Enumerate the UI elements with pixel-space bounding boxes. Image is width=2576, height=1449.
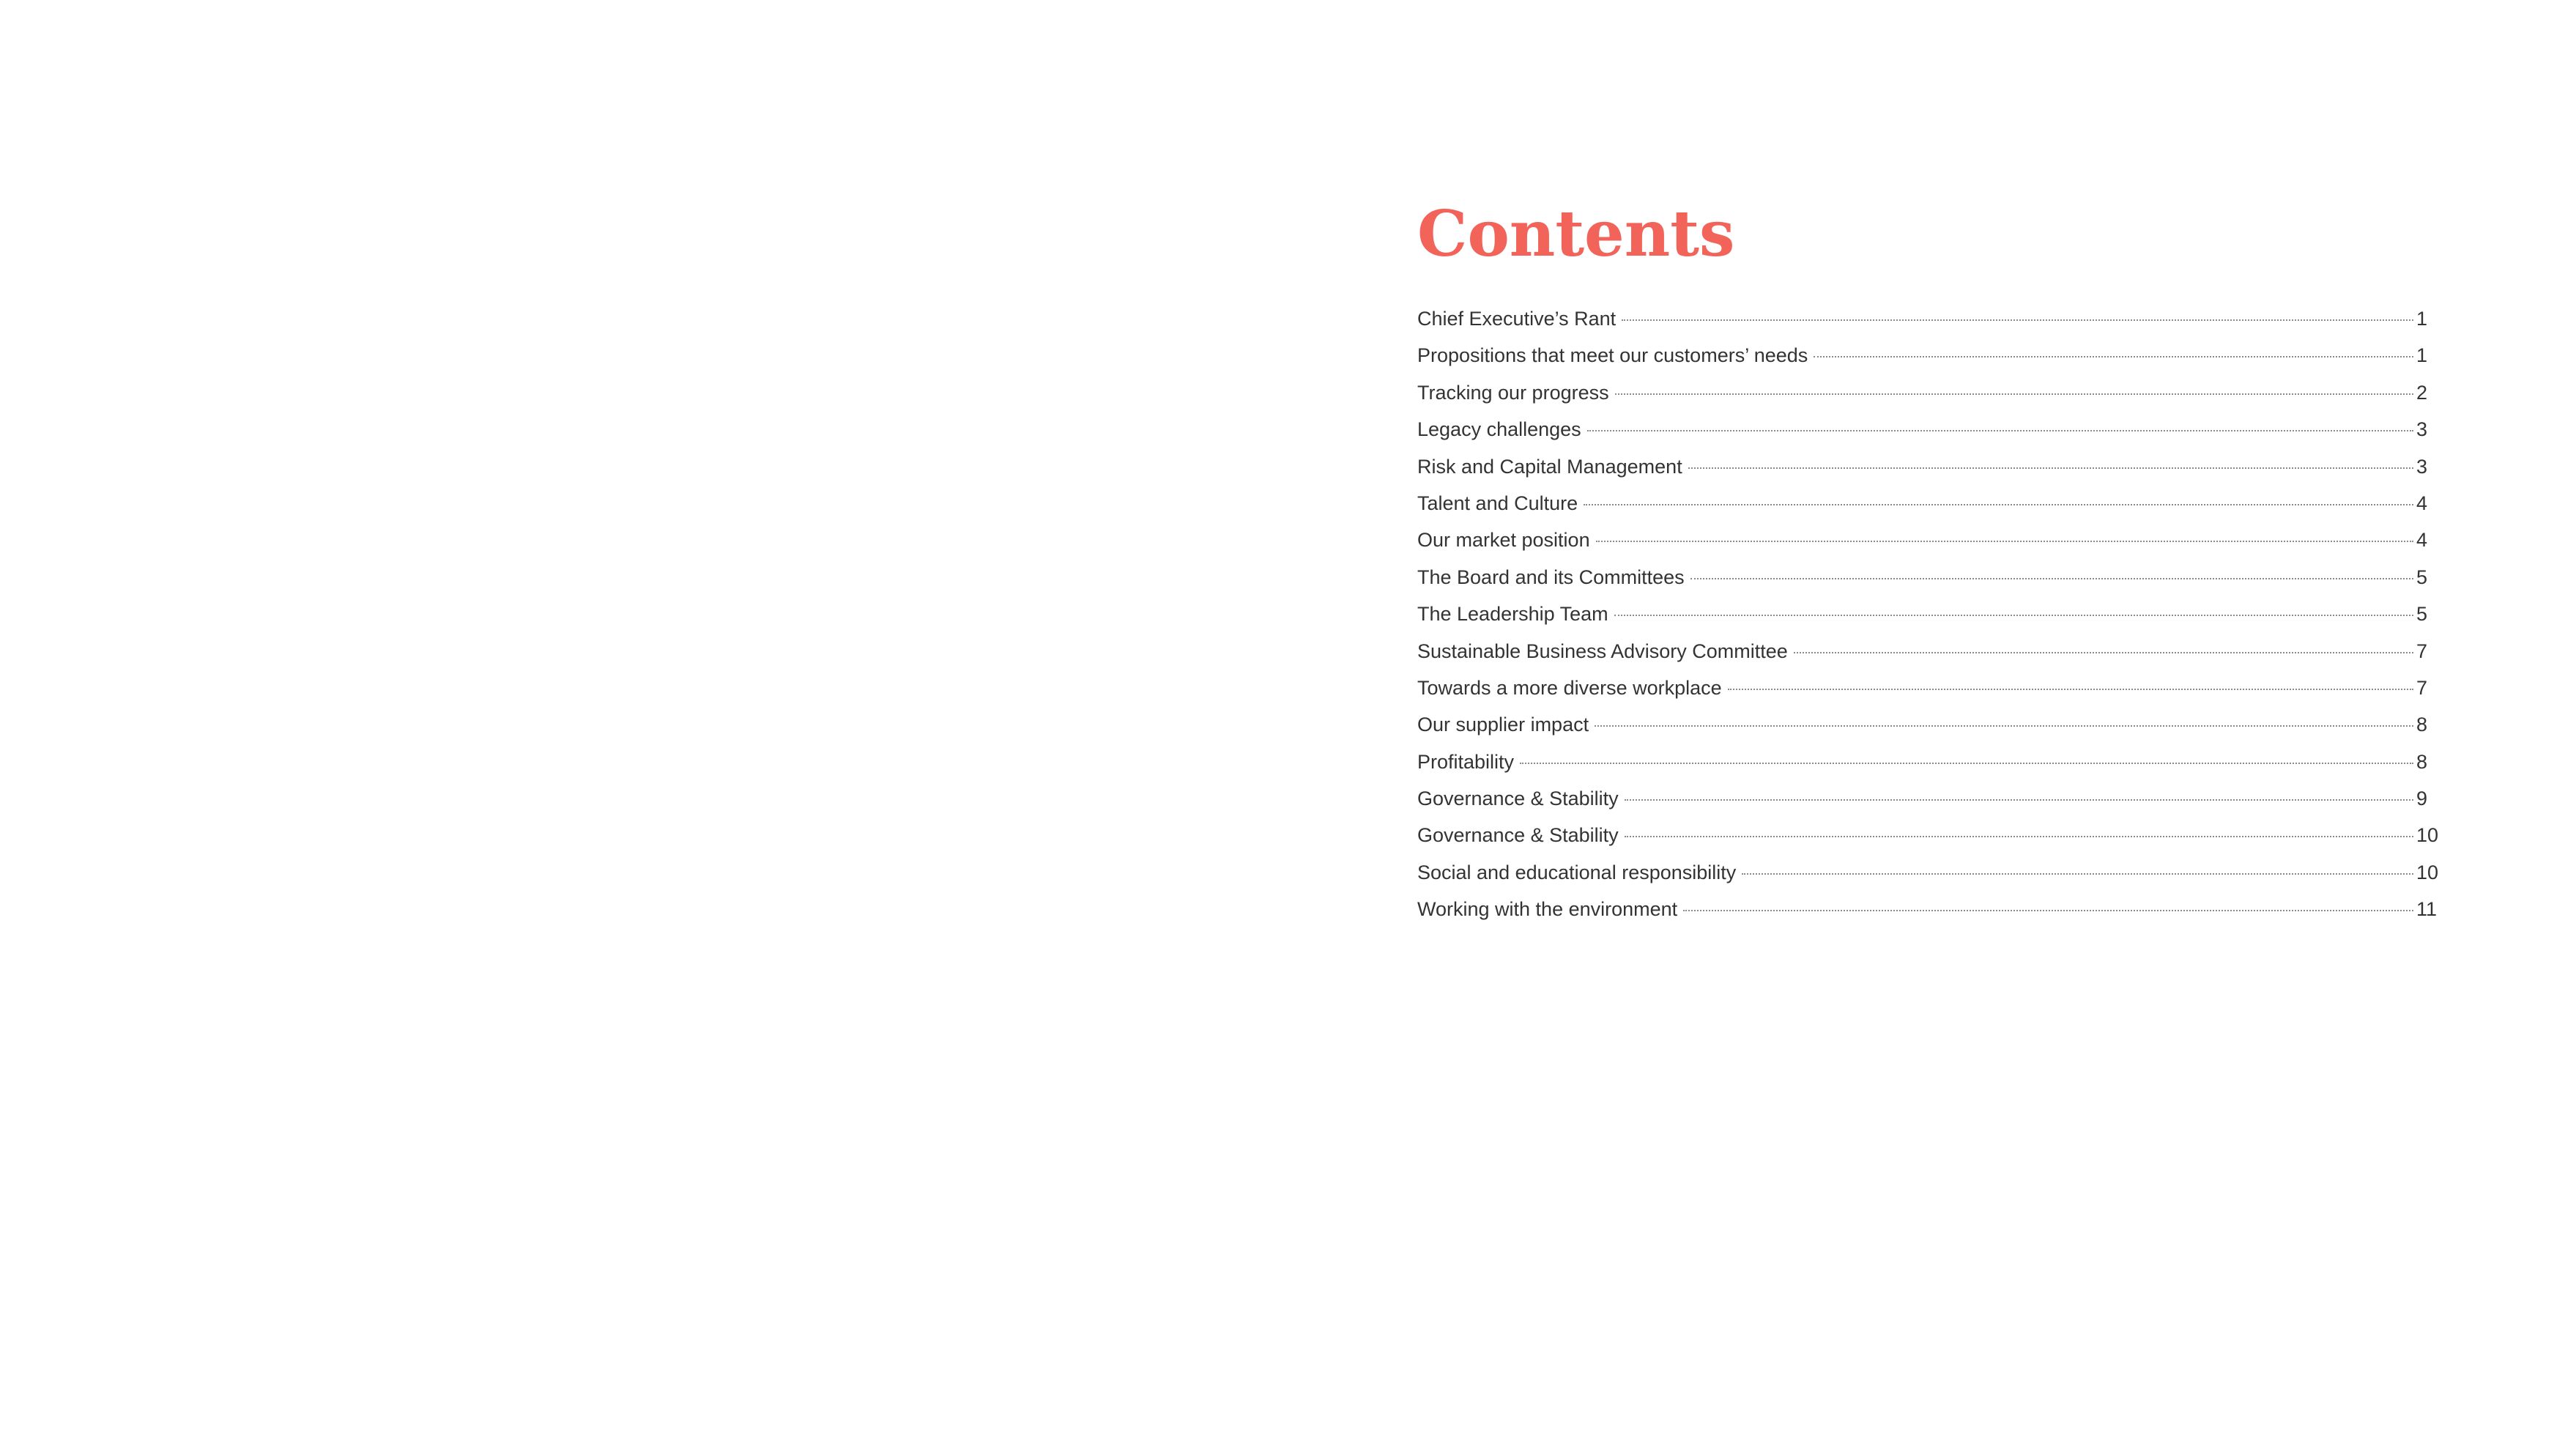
toc-dot-leader (1688, 467, 2413, 469)
toc-entry-page: 5 (2416, 566, 2428, 588)
toc-entry-page: 8 (2416, 750, 2428, 773)
toc-dot-leader (1596, 541, 2413, 542)
toc-entry-page: 7 (2416, 640, 2428, 662)
toc-dot-leader (1587, 430, 2413, 431)
toc-entry-label: Legacy challenges (1417, 418, 1581, 441)
toc-dot-leader (1625, 799, 2413, 801)
toc-entry-label: Towards a more diverse workplace (1417, 676, 1722, 699)
toc-entry-page: 9 (2416, 788, 2428, 810)
contents-title: Contents (1417, 197, 1735, 271)
toc-entry-page: 1 (2416, 344, 2428, 367)
toc-entry-label: Chief Executive’s Rant (1417, 308, 1617, 330)
toc-entry-page: 8 (2416, 714, 2428, 736)
toc-entry-page: 3 (2416, 418, 2428, 441)
toc-entry-label: Talent and Culture (1417, 492, 1578, 514)
toc-entry-page: 10 (2416, 824, 2439, 847)
toc-entry-page: 5 (2416, 603, 2428, 626)
toc-entry-label: Sustainable Business Advisory Committee (1417, 640, 1788, 662)
toc-entry-page: 4 (2416, 492, 2428, 514)
toc-entry-page: 2 (2416, 381, 2428, 404)
toc-dot-leader (1614, 615, 2413, 616)
toc-dot-leader (1622, 319, 2413, 321)
toc-entry-label: Our supplier impact (1417, 714, 1589, 736)
toc-dot-leader (1794, 652, 2413, 653)
toc-entry-page: 4 (2416, 529, 2428, 552)
toc-entry[interactable] (1417, 308, 2443, 344)
toc-entry-page: 10 (2416, 861, 2439, 883)
table-of-contents (1417, 190, 2443, 935)
toc-entry-label: Tracking our progress (1417, 381, 1609, 404)
toc-entry-label: Governance & Stability (1417, 788, 1619, 810)
toc-entry[interactable] (1417, 824, 2443, 861)
toc-dot-leader (1584, 504, 2413, 505)
toc-entry-label: Propositions that meet our customers’ needs (1417, 344, 1808, 367)
toc-dot-leader (1814, 356, 2413, 357)
toc-entry[interactable] (1417, 344, 2443, 381)
toc-entry[interactable] (1417, 492, 2443, 529)
toc-dot-leader (1690, 578, 2413, 579)
toc-entry-label: Governance & Stability (1417, 824, 1619, 847)
toc-entry[interactable] (1417, 566, 2443, 603)
toc-entry-label: Profitability (1417, 750, 1515, 773)
toc-entry[interactable] (1417, 714, 2443, 750)
toc-entry[interactable] (1417, 861, 2443, 898)
toc-dot-leader (1520, 763, 2413, 764)
toc-dot-leader (1742, 873, 2413, 875)
toc-entry[interactable] (1417, 456, 2443, 492)
toc-entry-label: Working with the environment (1417, 898, 1678, 921)
toc-dot-leader (1615, 393, 2413, 395)
toc-list (1417, 308, 2443, 935)
toc-entry[interactable] (1417, 382, 2443, 418)
toc-entry[interactable] (1417, 640, 2443, 677)
toc-entry-label: Risk and Capital Management (1417, 455, 1682, 478)
toc-entry[interactable] (1417, 529, 2443, 566)
toc-entry-label: The Board and its Committees (1417, 566, 1685, 588)
toc-entry-page: 1 (2416, 308, 2428, 330)
toc-entry[interactable] (1417, 677, 2443, 714)
toc-dot-leader (1595, 725, 2413, 727)
toc-entry[interactable] (1417, 751, 2443, 788)
toc-entry-label: Our market position (1417, 529, 1590, 552)
toc-entry-page: 11 (2416, 898, 2438, 921)
toc-dot-leader (1728, 689, 2413, 690)
toc-entry-label: The Leadership Team (1417, 603, 1608, 626)
toc-entry[interactable] (1417, 603, 2443, 640)
toc-entry[interactable] (1417, 788, 2443, 824)
toc-entry-page: 3 (2416, 455, 2428, 478)
toc-dot-leader (1683, 910, 2413, 911)
toc-dot-leader (1625, 836, 2413, 837)
toc-entry-label: Social and educational responsibility (1417, 861, 1737, 883)
toc-entry-page: 7 (2416, 676, 2428, 699)
toc-entry[interactable] (1417, 418, 2443, 455)
toc-entry[interactable] (1417, 898, 2443, 935)
